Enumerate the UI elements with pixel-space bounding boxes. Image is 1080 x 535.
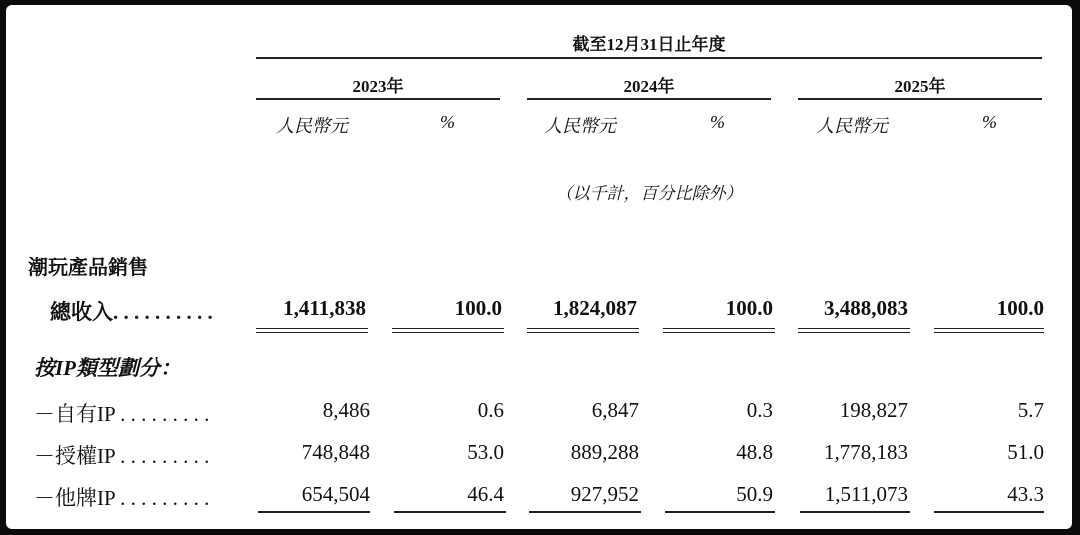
total-2024-pct-rule [663,328,775,333]
row-own-ip-label: －自有IP . . . . . . . . . [34,402,210,426]
row-2025-pct-rule [934,511,1044,513]
row-2024-pct-rule [665,511,775,513]
row-licensed-ip-2023-pct: 53.0 [467,440,504,464]
row-licensed-ip-2025-amount: 1,778,183 [824,440,908,464]
total-2024-pct: 100.0 [725,296,773,320]
unit-pct-2023: % [440,112,455,132]
row-2023-pct-rule [394,511,506,513]
row-own-ip-2025-pct: 5.7 [1017,398,1044,422]
revenue-table [6,5,1072,529]
year-2023-header: 2023年 [352,77,404,96]
row-own-ip-2023-pct: 0.6 [477,398,504,422]
row-2024-amount-rule [529,511,641,513]
total-2025-pct-rule [934,328,1044,333]
year-2025-header: 2025年 [894,77,946,96]
year-2023-rule [256,98,500,100]
breakdown-title: 按IP類型劃分： [34,356,181,380]
row-other-brand-ip-2024-amount: 927,952 [570,482,639,506]
total-2023-pct-rule [392,328,504,333]
year-2025-rule [798,98,1042,100]
row-other-brand-ip-label: －他牌IP . . . . . . . . . [34,486,210,510]
total-2023-amount-rule [256,328,368,333]
total-2024-amount-rule [527,328,639,333]
row-licensed-ip-2024-amount: 889,288 [570,440,639,464]
total-2025-amount-rule [798,328,910,333]
unit-amount-2025: 人民幣元 [816,116,888,136]
units-note: （以千計，百分比除外） [555,184,743,203]
row-other-brand-ip-2023-pct: 46.4 [467,482,504,506]
row-other-brand-ip-2024-pct: 50.9 [736,482,773,506]
section-title: 潮玩產品銷售 [28,257,148,279]
row-licensed-ip-2024-pct: 48.8 [736,440,773,464]
row-own-ip-2023-amount: 8,486 [322,398,370,422]
total-label: 總收入. . . . . . . . . . [50,300,213,324]
row-other-brand-ip-2025-pct: 43.3 [1007,482,1044,506]
row-own-ip-2024-amount: 6,847 [591,398,639,422]
row-own-ip-2025-amount: 198,827 [839,398,908,422]
row-licensed-ip-label: －授權IP . . . . . . . . . [34,444,210,468]
row-other-brand-ip-2025-amount: 1,511,073 [824,482,908,506]
row-licensed-ip-2023-amount: 748,848 [301,440,370,464]
unit-pct-2025: % [982,112,997,132]
total-2024-amount: 1,824,087 [553,296,637,320]
row-other-brand-ip-2023-amount: 654,504 [301,482,370,506]
row-2025-amount-rule [800,511,910,513]
total-2025-pct: 100.0 [996,296,1044,320]
unit-pct-2024: % [710,112,725,132]
row-2023-amount-rule [258,511,370,513]
period-header: 截至12月31日止年度 [572,35,726,54]
total-2023-pct: 100.0 [454,296,502,320]
unit-amount-2024: 人民幣元 [544,116,616,136]
period-rule [256,57,1042,59]
row-own-ip-2024-pct: 0.3 [746,398,773,422]
year-2024-rule [527,98,771,100]
total-2025-amount: 3,488,083 [824,296,908,320]
row-licensed-ip-2025-pct: 51.0 [1007,440,1044,464]
year-2024-header: 2024年 [623,77,675,96]
unit-amount-2023: 人民幣元 [276,116,348,136]
total-2023-amount: 1,411,838 [283,296,366,320]
